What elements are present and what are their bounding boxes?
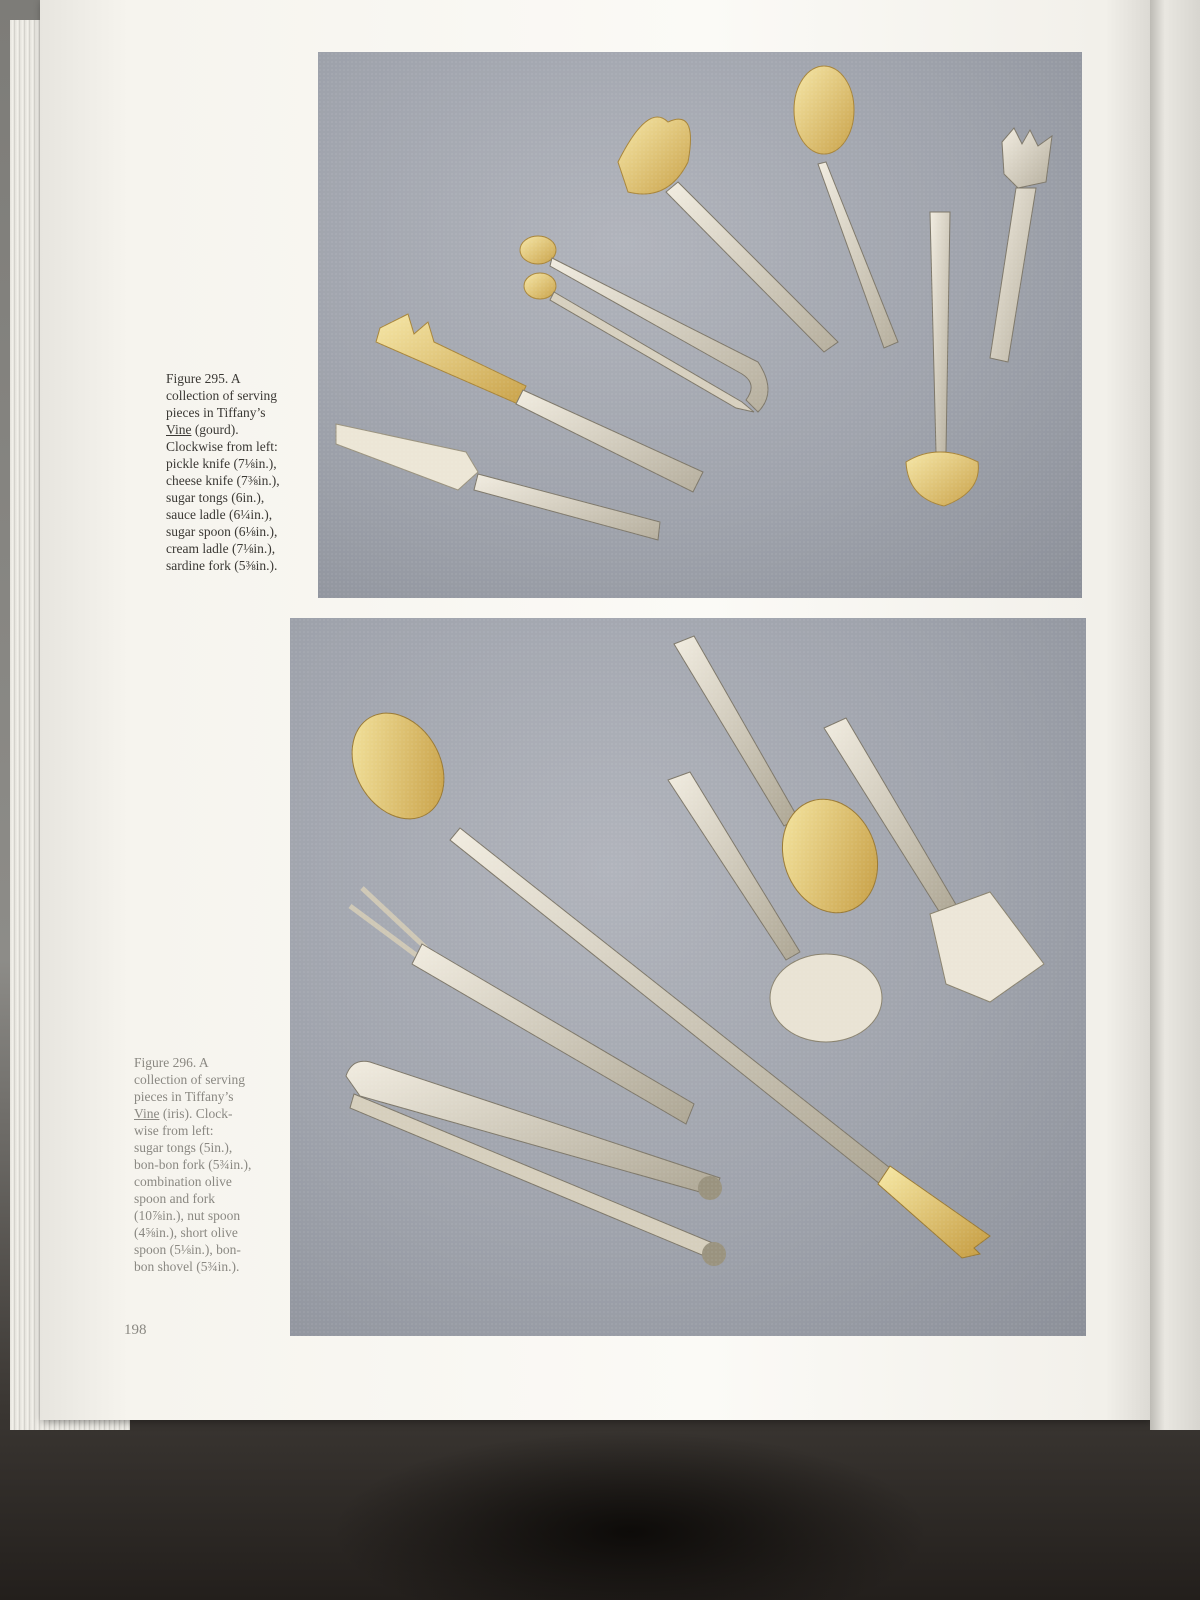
caption-line: (iris). Clock- — [159, 1106, 233, 1121]
caption-line: collection of serving — [166, 388, 277, 403]
pattern-name: Vine — [166, 422, 192, 437]
caption-line: spoon and fork — [134, 1191, 215, 1206]
caption-line: pickle knife (7⅛in.), — [166, 456, 277, 471]
caption-line: sauce ladle (6¼in.), — [166, 507, 273, 522]
caption-line: bon-bon fork (5¾in.), — [134, 1157, 252, 1172]
figure-296-photo — [290, 618, 1086, 1336]
caption-line: pieces in Tiffany’s — [134, 1089, 234, 1104]
nut-spoon — [674, 636, 893, 926]
short-olive-spoon — [668, 772, 882, 1042]
caption-line: combination olive — [134, 1174, 232, 1189]
cream-ladle — [906, 212, 978, 506]
caption-line: sugar tongs (6in.), — [166, 490, 265, 505]
pickle-knife — [336, 424, 660, 540]
caption-line: sugar tongs (5in.), — [134, 1140, 233, 1155]
combination-olive-spoon-and-fork — [334, 697, 990, 1258]
caption-line: (gourd). — [191, 422, 239, 437]
facing-page-edge — [1150, 0, 1200, 1430]
sugar-tongs-iris — [346, 1061, 726, 1266]
caption-line: collection of serving — [134, 1072, 245, 1087]
sauce-ladle — [618, 117, 838, 352]
caption-line: pieces in Tiffany’s — [166, 405, 266, 420]
caption-line: bon shovel (5¾in.). — [134, 1259, 240, 1274]
caption-line: sardine fork (5⅜in.). — [166, 558, 278, 573]
caption-line: wise from left: — [134, 1123, 214, 1138]
caption-line: Clockwise from left: — [166, 439, 278, 454]
caption-line: cheese knife (7⅜in.), — [166, 473, 280, 488]
cheese-knife — [376, 314, 703, 492]
caption-line: spoon (5⅛in.), bon- — [134, 1242, 241, 1257]
page-number: 198 — [124, 1322, 147, 1338]
caption-line: cream ladle (7⅛in.), — [166, 541, 276, 556]
sardine-fork — [990, 128, 1052, 362]
figure-296-caption — [134, 1054, 251, 1275]
figure-295-silverware — [318, 52, 1082, 598]
caption-line: (4⅝in.), short olive — [134, 1225, 238, 1240]
sugar-tongs — [520, 236, 768, 412]
caption-line: sugar spoon (6⅛in.), — [166, 524, 278, 539]
pattern-name: Vine — [134, 1106, 160, 1121]
caption-line: Figure 295. A — [166, 371, 241, 386]
bon-bon-shovel — [824, 718, 1044, 1002]
caption-line: (10⅞in.), nut spoon — [134, 1208, 241, 1223]
figure-295-caption — [166, 370, 280, 574]
figure-296-silverware — [290, 618, 1086, 1336]
reader-shadow — [330, 1430, 930, 1600]
caption-line: Figure 296. A — [134, 1055, 209, 1070]
bon-bon-fork — [350, 888, 694, 1124]
sugar-spoon — [794, 66, 898, 348]
figure-295-photo — [318, 52, 1082, 598]
